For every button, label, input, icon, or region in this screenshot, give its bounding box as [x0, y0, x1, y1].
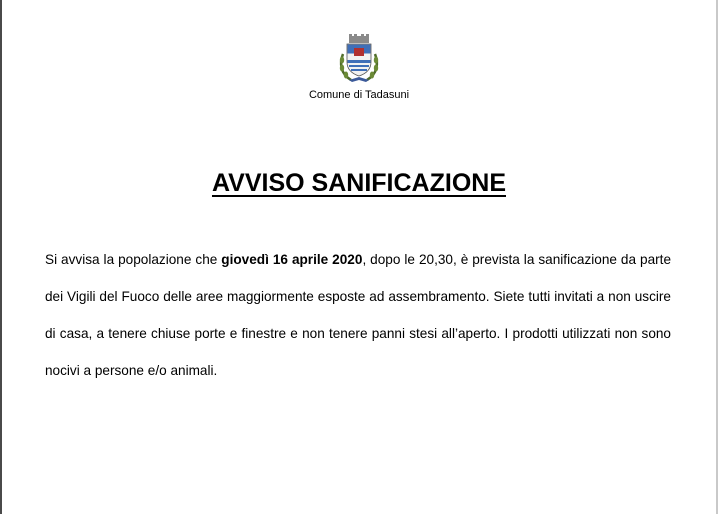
- notice-date: giovedì 16 aprile 2020: [221, 252, 363, 267]
- comune-name: Comune di Tadasuni: [308, 89, 410, 101]
- notice-text-part2: , dopo le 20,30, è prevista la sanificazione da parte dei Vigili del Fuoco delle aree maggiormente esposte ad assembramento. Siete tutti invitati a non uscire di casa, a tenere chiuse porte e finestre e non tenere panni stesi all’aperto. I prodotti utilizzati non sono nocivi a persone e/o animali.: [45, 252, 671, 378]
- page-edge-left: [0, 0, 2, 514]
- municipal-coat-of-arms-icon: [337, 34, 381, 84]
- notice-text-part1: Si avvisa la popolazione che: [45, 252, 222, 267]
- notice-title: [0, 167, 718, 199]
- notice-title-text: AVVISO SANIFICAZIONE: [211, 169, 506, 197]
- notice-body: [45, 241, 671, 389]
